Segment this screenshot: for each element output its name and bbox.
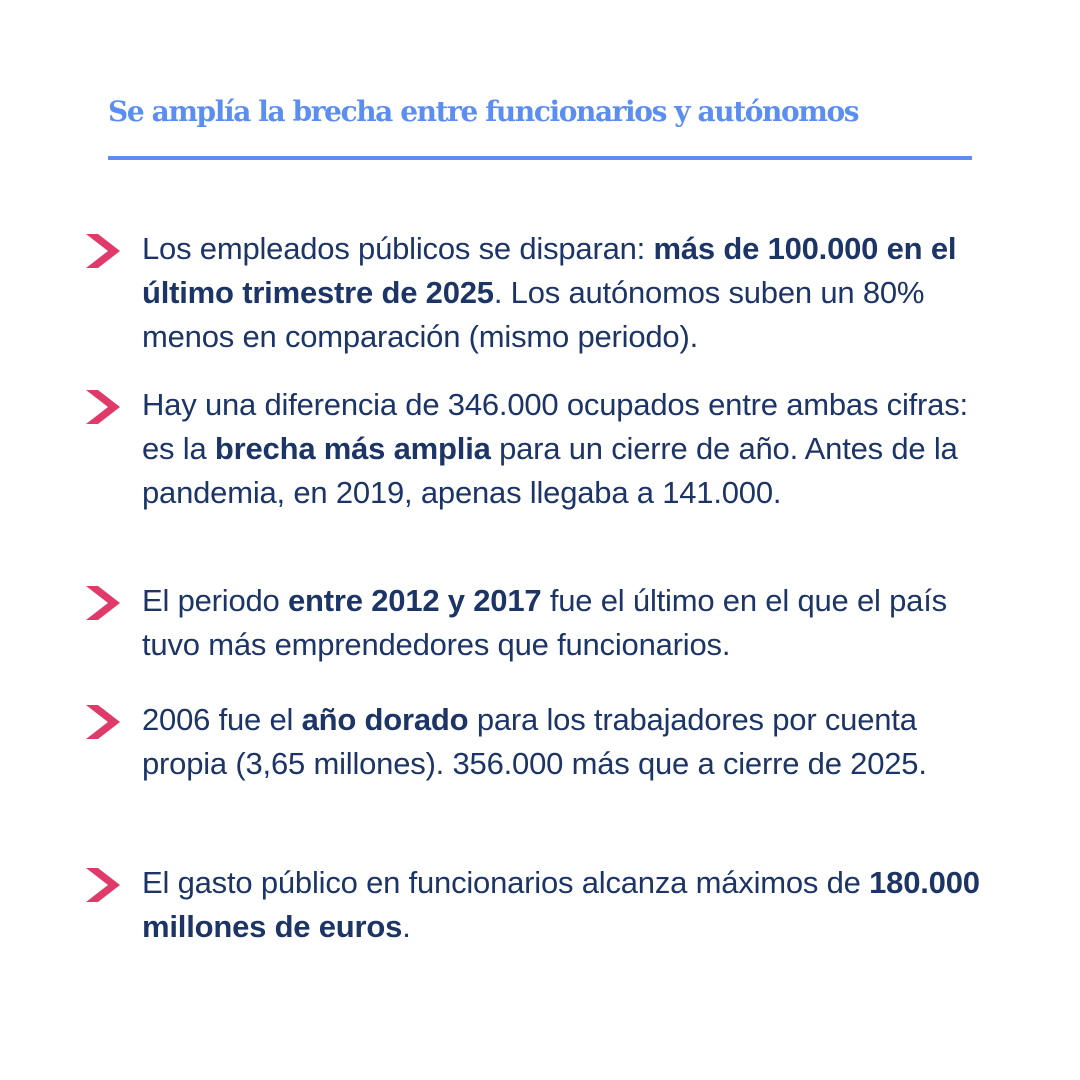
chevron-right-icon bbox=[84, 865, 124, 905]
chevron-right-icon bbox=[84, 702, 124, 742]
list-item bbox=[84, 861, 1004, 949]
list-item bbox=[84, 227, 1004, 359]
page-title: Se amplía la brecha entre funcionarios y autónomos bbox=[108, 95, 859, 128]
list-item-text: Los empleados públicos se disparan: más de 100.000 en el último trimestre de 2025. Los autónomos suben un 80% menos en comparación (mismo periodo). bbox=[142, 231, 957, 354]
list-item bbox=[84, 579, 1004, 667]
list-item bbox=[84, 383, 1004, 515]
list-item-text: El periodo entre 2012 y 2017 fue el último en el que el país tuvo más emprendedores que funcionarios. bbox=[142, 583, 947, 662]
list-item-text: Hay una diferencia de 346.000 ocupados entre ambas cifras: es la brecha más amplia para un cierre de año. Antes de la pandemia, en 2019, apenas llegaba a 141.000. bbox=[142, 387, 968, 510]
title-divider bbox=[108, 156, 972, 160]
chevron-right-icon bbox=[84, 231, 124, 271]
list-item bbox=[84, 698, 1004, 786]
list-item-text: El gasto público en funcionarios alcanza máximos de 180.000 millones de euros. bbox=[142, 865, 980, 944]
chevron-right-icon bbox=[84, 583, 124, 623]
chevron-right-icon bbox=[84, 387, 124, 427]
list-item-text: 2006 fue el año dorado para los trabajadores por cuenta propia (3,65 millones). 356.000 más que a cierre de 2025. bbox=[142, 702, 927, 781]
